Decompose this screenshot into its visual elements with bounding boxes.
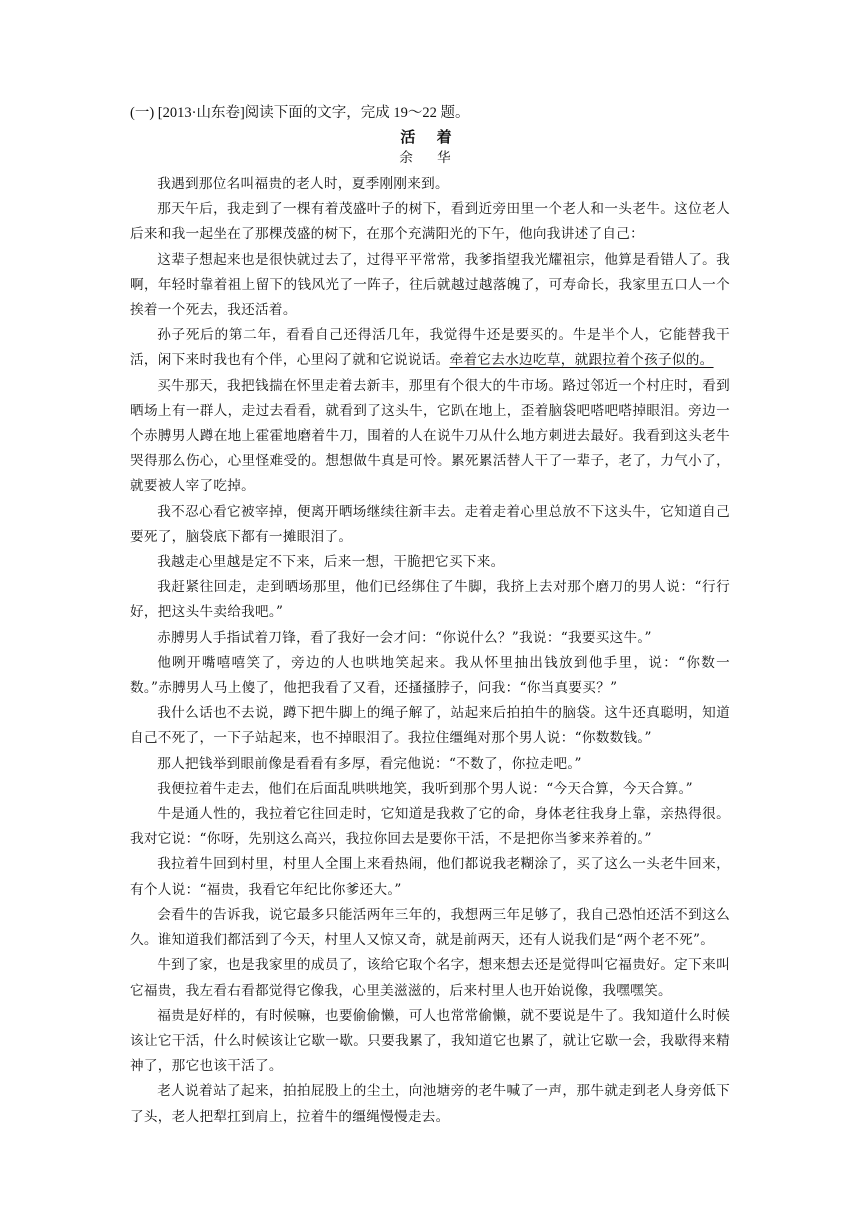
paragraph	[130, 626, 730, 651]
paragraph-text: 我便拉着牛走去，他们在后面乱哄哄地笑，我听到那个男人说：“今天合算，今天合算。”	[157, 780, 693, 797]
paragraph	[130, 374, 730, 500]
paragraph	[130, 550, 730, 575]
paragraph-text: 牛到了家，也是我家里的成员了，该给它取个名字，想来想去还是觉得叫它福贵好。定下来叫它福贵，我左看右看都觉得它像我，心里美滋滋的，后来村里人也开始说像，我嘿嘿笑。	[130, 957, 730, 999]
paragraph-text: 赤膊男人手指试着刀锋，看了我好一会才问：“你说什么？”我说：“我要买这牛。”	[157, 629, 652, 646]
paragraph	[130, 575, 730, 625]
paragraph	[130, 777, 730, 802]
story-author: 余 华	[399, 150, 461, 166]
paragraph-text: 这辈子想起来也是很快就过去了，过得平平常常，我爹指望我光耀祖宗，他算是看错人了。我啊，年轻时靠着祖上留下的钱风光了一阵子，往后就越过越落魄了，可寿命长，我家里五口人一个挨着一个死去，我还活着。	[130, 251, 730, 319]
paragraph-text: 那天午后，我走到了一棵有着茂盛叶子的树下，看到近旁田里一个老人和一头老牛。这位老人后来和我一起坐在了那棵茂盛的树下，在那个充满阳光的下午，他向我讲述了自己：	[130, 201, 730, 243]
paragraph	[130, 953, 730, 1003]
paragraph	[130, 752, 730, 777]
paragraph	[130, 172, 730, 197]
paragraph	[130, 1079, 730, 1129]
paragraph-text: 孙子死后的第二年，看看自己还得活几年，我觉得牛还是要买的。牛是半个人，它能替我干活，闲下来时我也有个伴，心里闷了就和它说说话。	[130, 327, 730, 369]
paragraph	[130, 323, 730, 373]
paragraph	[130, 197, 730, 247]
paragraph-text: 那人把钱举到眼前像是看看有多厚，看完他说：“不数了，你拉走吧。”	[157, 755, 582, 772]
paragraph	[130, 248, 730, 324]
paragraph	[130, 701, 730, 751]
story-body	[130, 172, 730, 1130]
paragraph	[130, 903, 730, 953]
paragraph	[130, 802, 730, 852]
paragraph-text: 我什么话也不去说，蹲下把牛脚上的绳子解了，站起来后拍拍牛的脑袋。这牛还真聪明，知道自己不死了，一下子站起来，也不掉眼泪了。我拉住缰绳对那个男人说：“你数数钱。”	[130, 705, 730, 747]
paragraph	[130, 651, 730, 701]
paragraph-text: 我拉着牛回到村里，村里人全围上来看热闹，他们都说我老糊涂了，买了这么一头老牛回来，有个人说：“福贵，我看它年纪比你爹还大。”	[130, 856, 730, 898]
paragraph-text: 他咧开嘴嘻嘻笑了，旁边的人也哄地笑起来。我从怀里抽出钱放到他手里，说：“你数一数。”赤膊男人马上傻了，他把我看了又看，还搔搔脖子，问我：“你当真要买？”	[130, 654, 730, 697]
paragraph-text: 我越走心里越是定不下来，后来一想，干脆把它买下来。	[157, 554, 505, 571]
paragraph	[130, 500, 730, 550]
underlined-sentence: 牵着它去水边吃草，就跟拉着个孩子似的。	[449, 352, 714, 369]
story-title: 活 着	[400, 128, 460, 146]
paragraph	[130, 1004, 730, 1080]
paragraph-text: 买牛那天，我把钱揣在怀里走着去新丰，那里有个很大的牛市场。路过邻近一个村庄时，看到晒场上有一群人，走过去看看，就看到了这头牛，它趴在地上，歪着脑袋吧嗒吧嗒掉眼泪。旁边一个赤膊男人蹲在地上霍霍地磨着牛刀，围着的人在说牛刀从什么地方刺进去最好。我看到这头老牛哭得那么伤心，心里怪难受的。想想做牛真是可怜。累死累活替人干了一辈子，老了，力气小了，就要被人宰了吃掉。	[130, 377, 730, 495]
paragraph	[130, 852, 730, 902]
document-page	[130, 102, 730, 1130]
paragraph-text: 会看牛的告诉我，说它最多只能活两年三年的，我想两三年足够了，我自己恐怕还活不到这么久。谁知道我们都活到了今天，村里人又惊又奇，就是前两天，还有人说我们是“两个老不死”。	[130, 906, 730, 949]
paragraph-text: 我不忍心看它被宰掉，便离开晒场继续往新丰去。走着走着心里总放不下这头牛，它知道自己要死了，脑袋底下都有一摊眼泪了。	[130, 503, 730, 545]
paragraph-text: 老人说着站了起来，拍拍屁股上的尘土，向池塘旁的老牛喊了一声，那牛就走到老人身旁低下了头，老人把犁扛到肩上，拉着牛的缰绳慢慢走去。	[130, 1083, 730, 1125]
paragraph-text: 牛是通人性的，我拉着它往回走时，它知道是我救了它的命，身体老往我身上靠，亲热得很。我对它说：“你呀，先别这么高兴，我拉你回去是要你干活，不是把你当爹来养着的。”	[130, 806, 730, 848]
paragraph-text: 我遇到那位名叫福贵的老人时，夏季刚刚来到。	[157, 176, 449, 192]
paragraph-text: 我赶紧往回走，走到晒场那里，他们已经绑住了牛脚，我挤上去对那个磨刀的男人说：“行行好，把这头牛卖给我吧。”	[130, 579, 730, 621]
paragraph-text: 福贵是好样的，有时候嘛，也要偷偷懒，可人也常常偷懒，就不要说是牛了。我知道什么时候该让它干活，什么时候该让它歇一歇。只要我累了，我知道它也累了，就让它歇一会，我歇得来精神了，那它也该干活了。	[130, 1007, 730, 1075]
question-header: (一) [2013·山东卷]阅读下面的文字，完成 19～22 题。	[130, 105, 470, 121]
